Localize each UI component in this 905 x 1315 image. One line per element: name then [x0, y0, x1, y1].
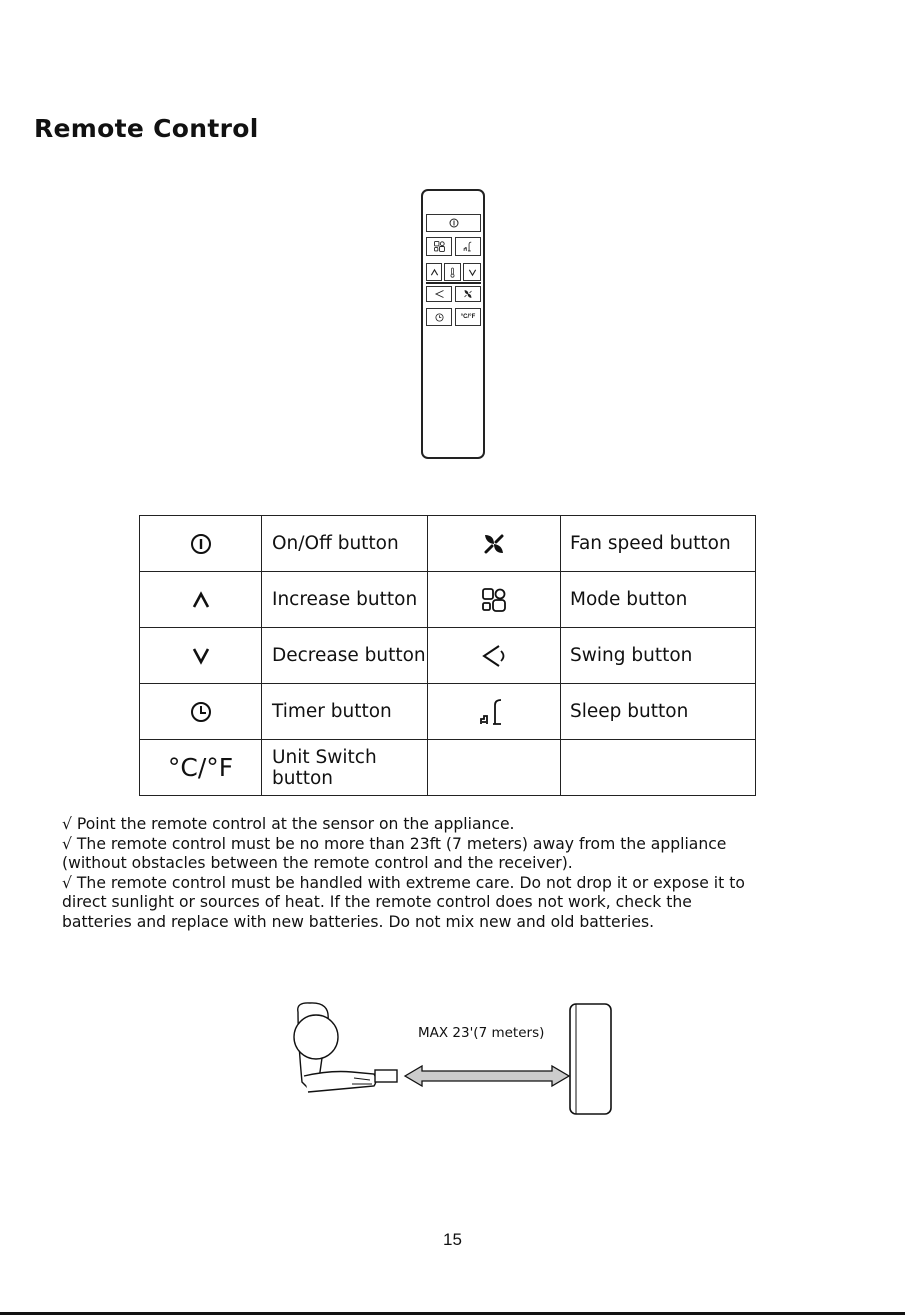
legend-label	[561, 740, 756, 796]
up-icon	[430, 268, 439, 277]
timer-icon	[190, 701, 212, 723]
remote-increase-button	[426, 263, 442, 281]
remote-timer-button	[426, 308, 452, 326]
thermometer-icon	[448, 267, 457, 278]
fan-icon	[481, 531, 507, 557]
check-icon: √	[62, 834, 72, 853]
sleep-icon	[479, 698, 509, 726]
person-arm-icon	[294, 1003, 397, 1092]
legend-icon-cell	[140, 516, 262, 572]
legend-label: On/Off button	[262, 516, 428, 572]
distance-label: MAX 23'(7 meters)	[418, 1025, 545, 1041]
remote-power-button	[426, 214, 481, 232]
table-row	[140, 516, 756, 572]
note-text: The remote control must be no more than 23ft (7 meters) away from the appliance (without obstacles between the remote control and the receiver).	[62, 834, 727, 872]
remote-sleep-button	[455, 237, 481, 256]
legend-label: Fan speed button	[561, 516, 756, 572]
legend-label: Increase button	[262, 572, 428, 628]
fan-icon	[463, 289, 473, 299]
legend-label: Sleep button	[561, 684, 756, 740]
mode-icon	[434, 241, 445, 252]
appliance-unit-icon	[570, 1004, 611, 1114]
note-item	[62, 815, 762, 835]
legend-empty-cell	[428, 740, 561, 796]
remote-decrease-button	[463, 263, 481, 281]
note-item	[62, 835, 762, 874]
sleep-icon	[463, 241, 474, 252]
legend-icon-cell	[140, 684, 262, 740]
legend-label: Decrease button	[262, 628, 428, 684]
page-title: Remote Control	[34, 114, 259, 143]
down-icon	[468, 268, 477, 277]
remote-divider	[426, 282, 481, 284]
up-icon	[190, 589, 212, 611]
remote-control-illustration	[421, 189, 485, 459]
legend-icon-cell	[428, 572, 561, 628]
table-row	[140, 628, 756, 684]
legend-label: Unit Switch button	[262, 740, 428, 796]
note-text: Point the remote control at the sensor on the appliance.	[76, 815, 515, 833]
legend-label: Mode button	[561, 572, 756, 628]
down-icon	[190, 645, 212, 667]
table-row	[140, 740, 756, 796]
note-item	[62, 874, 762, 933]
power-icon	[449, 218, 459, 228]
remote-mode-button	[426, 237, 452, 256]
timer-icon	[435, 313, 444, 322]
power-icon	[190, 533, 212, 555]
usage-notes	[62, 815, 762, 932]
table-row	[140, 684, 756, 740]
legend-icon-cell	[428, 628, 561, 684]
table-row	[140, 572, 756, 628]
remote-temp-indicator	[444, 263, 461, 281]
swing-icon	[481, 643, 507, 669]
legend-label: Timer button	[262, 684, 428, 740]
note-text: The remote control must be handled with extreme care. Do not drop it or expose it to direct sunlight or sources of heat. If the remote control does not work, check the batteries and replace with new batteries. Do not mix new and old batteries.	[62, 873, 745, 931]
check-icon: √	[62, 815, 72, 833]
legend-icon-cell	[140, 628, 262, 684]
distance-arrow	[405, 1066, 569, 1086]
remote-swing-button	[426, 286, 452, 302]
unit-icon: °C/°F	[167, 753, 234, 782]
legend-label: Swing button	[561, 628, 756, 684]
distance-illustration	[290, 1000, 620, 1118]
legend-icon-cell	[140, 740, 262, 796]
legend-icon-cell	[428, 684, 561, 740]
swing-icon	[434, 289, 445, 299]
remote-unit-button: °C/°F	[455, 308, 481, 326]
button-legend-table	[139, 515, 756, 796]
legend-icon-cell	[428, 516, 561, 572]
remote-fan-button	[455, 286, 481, 302]
legend-icon-cell	[140, 572, 262, 628]
check-icon: √	[62, 873, 72, 892]
page-number: 15	[443, 1230, 462, 1249]
mode-icon	[481, 587, 507, 613]
